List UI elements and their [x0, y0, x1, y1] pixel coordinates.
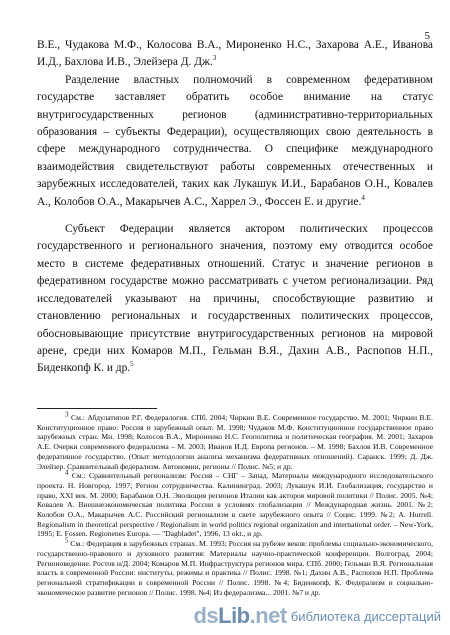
paragraph-regions-status [37, 72, 433, 211]
footnote-number: 4 [65, 468, 69, 477]
paragraph-text: В.Е., Чудакова М.Ф., Колосова В.А., Мироненко Н.С., Захарова А.Е., Иванова И.Д., Бахлова И.В., Элейзера Д. Дж. [37, 39, 433, 69]
dslib-watermark[interactable] [190, 603, 444, 629]
footnote-number: 3 [65, 410, 69, 419]
main-body-text [37, 37, 433, 378]
page-number: 5 [424, 30, 430, 42]
paragraph-text: Разделение властных полномочий в современном федеративном государстве заставляет обратить особое внимание на статус внутригосударственных регионов (административно-территориальных образования – субъекты Федерации), осуществляющих свою деятельность в сфере международного сотрудничества. О специфике международного взаимодействия свидетельствуют работы современных отечественных и зарубежных исследователей, таких как Лукашук И.И., Барабанов О.Н., Ковалев А., Колобов О.А., Макарычев А.С., Харрел Э., Фоссен Е. и другие. [37, 73, 433, 208]
footnotes-section [37, 410, 434, 597]
footnote-text: См.: Абдулатипов Р.Г. Федералогия. СПб. 2004; Чиркин В.Е. Современное государство. М. 2001; Чиркин В.Е. Конституционное право: Россия и зарубежный опыт. М. 1998; Чудаков М.Ф. Конституционное государственное право зарубежных стран. Мн. 1998; Колосов В.А., Мироненко Н.С. Геополитика и политическая география. М. 2001; Захаров А.Е. Очерки современного федерализма – М. 2003; Иванов И.Д. Европа регионов. – М. 1998; Бахлов И.В. Современное федеративное государство. (Опыт методологии анализа механизма федеративных отношений). Саранск. 1999; Д. Дж. Элейзер. Сравнительный федерализм. Автономии, регионы // Полис. №5; и др. [37, 413, 434, 471]
footnote-text: См.: Федерация в зарубежных странах. М. 1993; Россия на рубеже веков: проблемы социально-экономического, государственно-правового и духовного развития: Материалы научно-практической конференции. Волгоград. 2004; Регионоведение. Ростов н/Д. 2004; Комаров М.П. Инфраструктура регионов мира. СПб. 2000; Гельман В.Я. Региональная власть в современной России: институты, режимы и практика // Полис. 1998. №1; Дахин А.В., Распопов Н.П. Проблема региональной стратификации в современной России // Полис. 1998. №4; Биденкопф, К. Федерализм и социально-экономическое развитие регионов // Полис. 1998. №4; Из федерализма... 2001. №7 и др. [37, 539, 433, 597]
footnote-4 [37, 468, 433, 539]
footnote-marker[interactable]: 3 [212, 54, 217, 63]
footnote-3 [37, 410, 434, 471]
paragraph-text: Субъект Федерации является актором политических процессов государственного и регионального значения, поэтому ему отводится особое место в системе федеративных отношений. Статус и значение регионов в федеративном государстве можно рассматривать с учетом регионализации. Ряд исследователей указывают на причины, способствующие развитию и становлению региональных и государственных политических процессов, обосновывающие присутствие внутригосударственных регионов на мировой арене, среди них Комаров М.П., Гельман В.Я., Дахин А.В., Распопов Н.П., Биденкопф К. и др. [37, 223, 433, 375]
footnote-marker[interactable]: 4 [361, 193, 365, 202]
footnote-5 [37, 536, 433, 597]
footnote-separator [37, 408, 157, 409]
paragraph-federation-subject [37, 221, 433, 378]
footnote-text: См.: Сравнительный регионализм: Россия – СНГ – Запад. Материалы международного исследовательского проекта. Н. Новгород. 1997; Регион сотрудничества. Калининград. 2003; Лукашук И.И. Глобализация, государство и право, XXI век. М. 2000; Барабанов О.Н. Эволюция регионов Италии как акторов мировой политики // Полис. 2005. №4; Ковалев А. Внешнеэкономическая политика России в условиях глобализации // Международная жизнь. 2001. №2; Колобов О.А., Макарычев А.С. Российский регионализм в свете зарубежного опыта // Социс. 1999. №2; A. Hurrell. Regionalism in theoretical perspective / Regionalism in world politics regional organization and international order. – New-York, 1995; Е. Fossen. Regionenes Europa. — "Dagbladet", 1996, 13 okt., и др. [37, 471, 433, 539]
dslib-caption: библиотека диссертаций [290, 608, 441, 624]
footnote-number: 5 [65, 536, 69, 545]
paragraph-continuation [37, 37, 433, 72]
footnote-marker[interactable]: 5 [130, 360, 134, 369]
dslib-logo: dsLib.net [193, 603, 287, 628]
